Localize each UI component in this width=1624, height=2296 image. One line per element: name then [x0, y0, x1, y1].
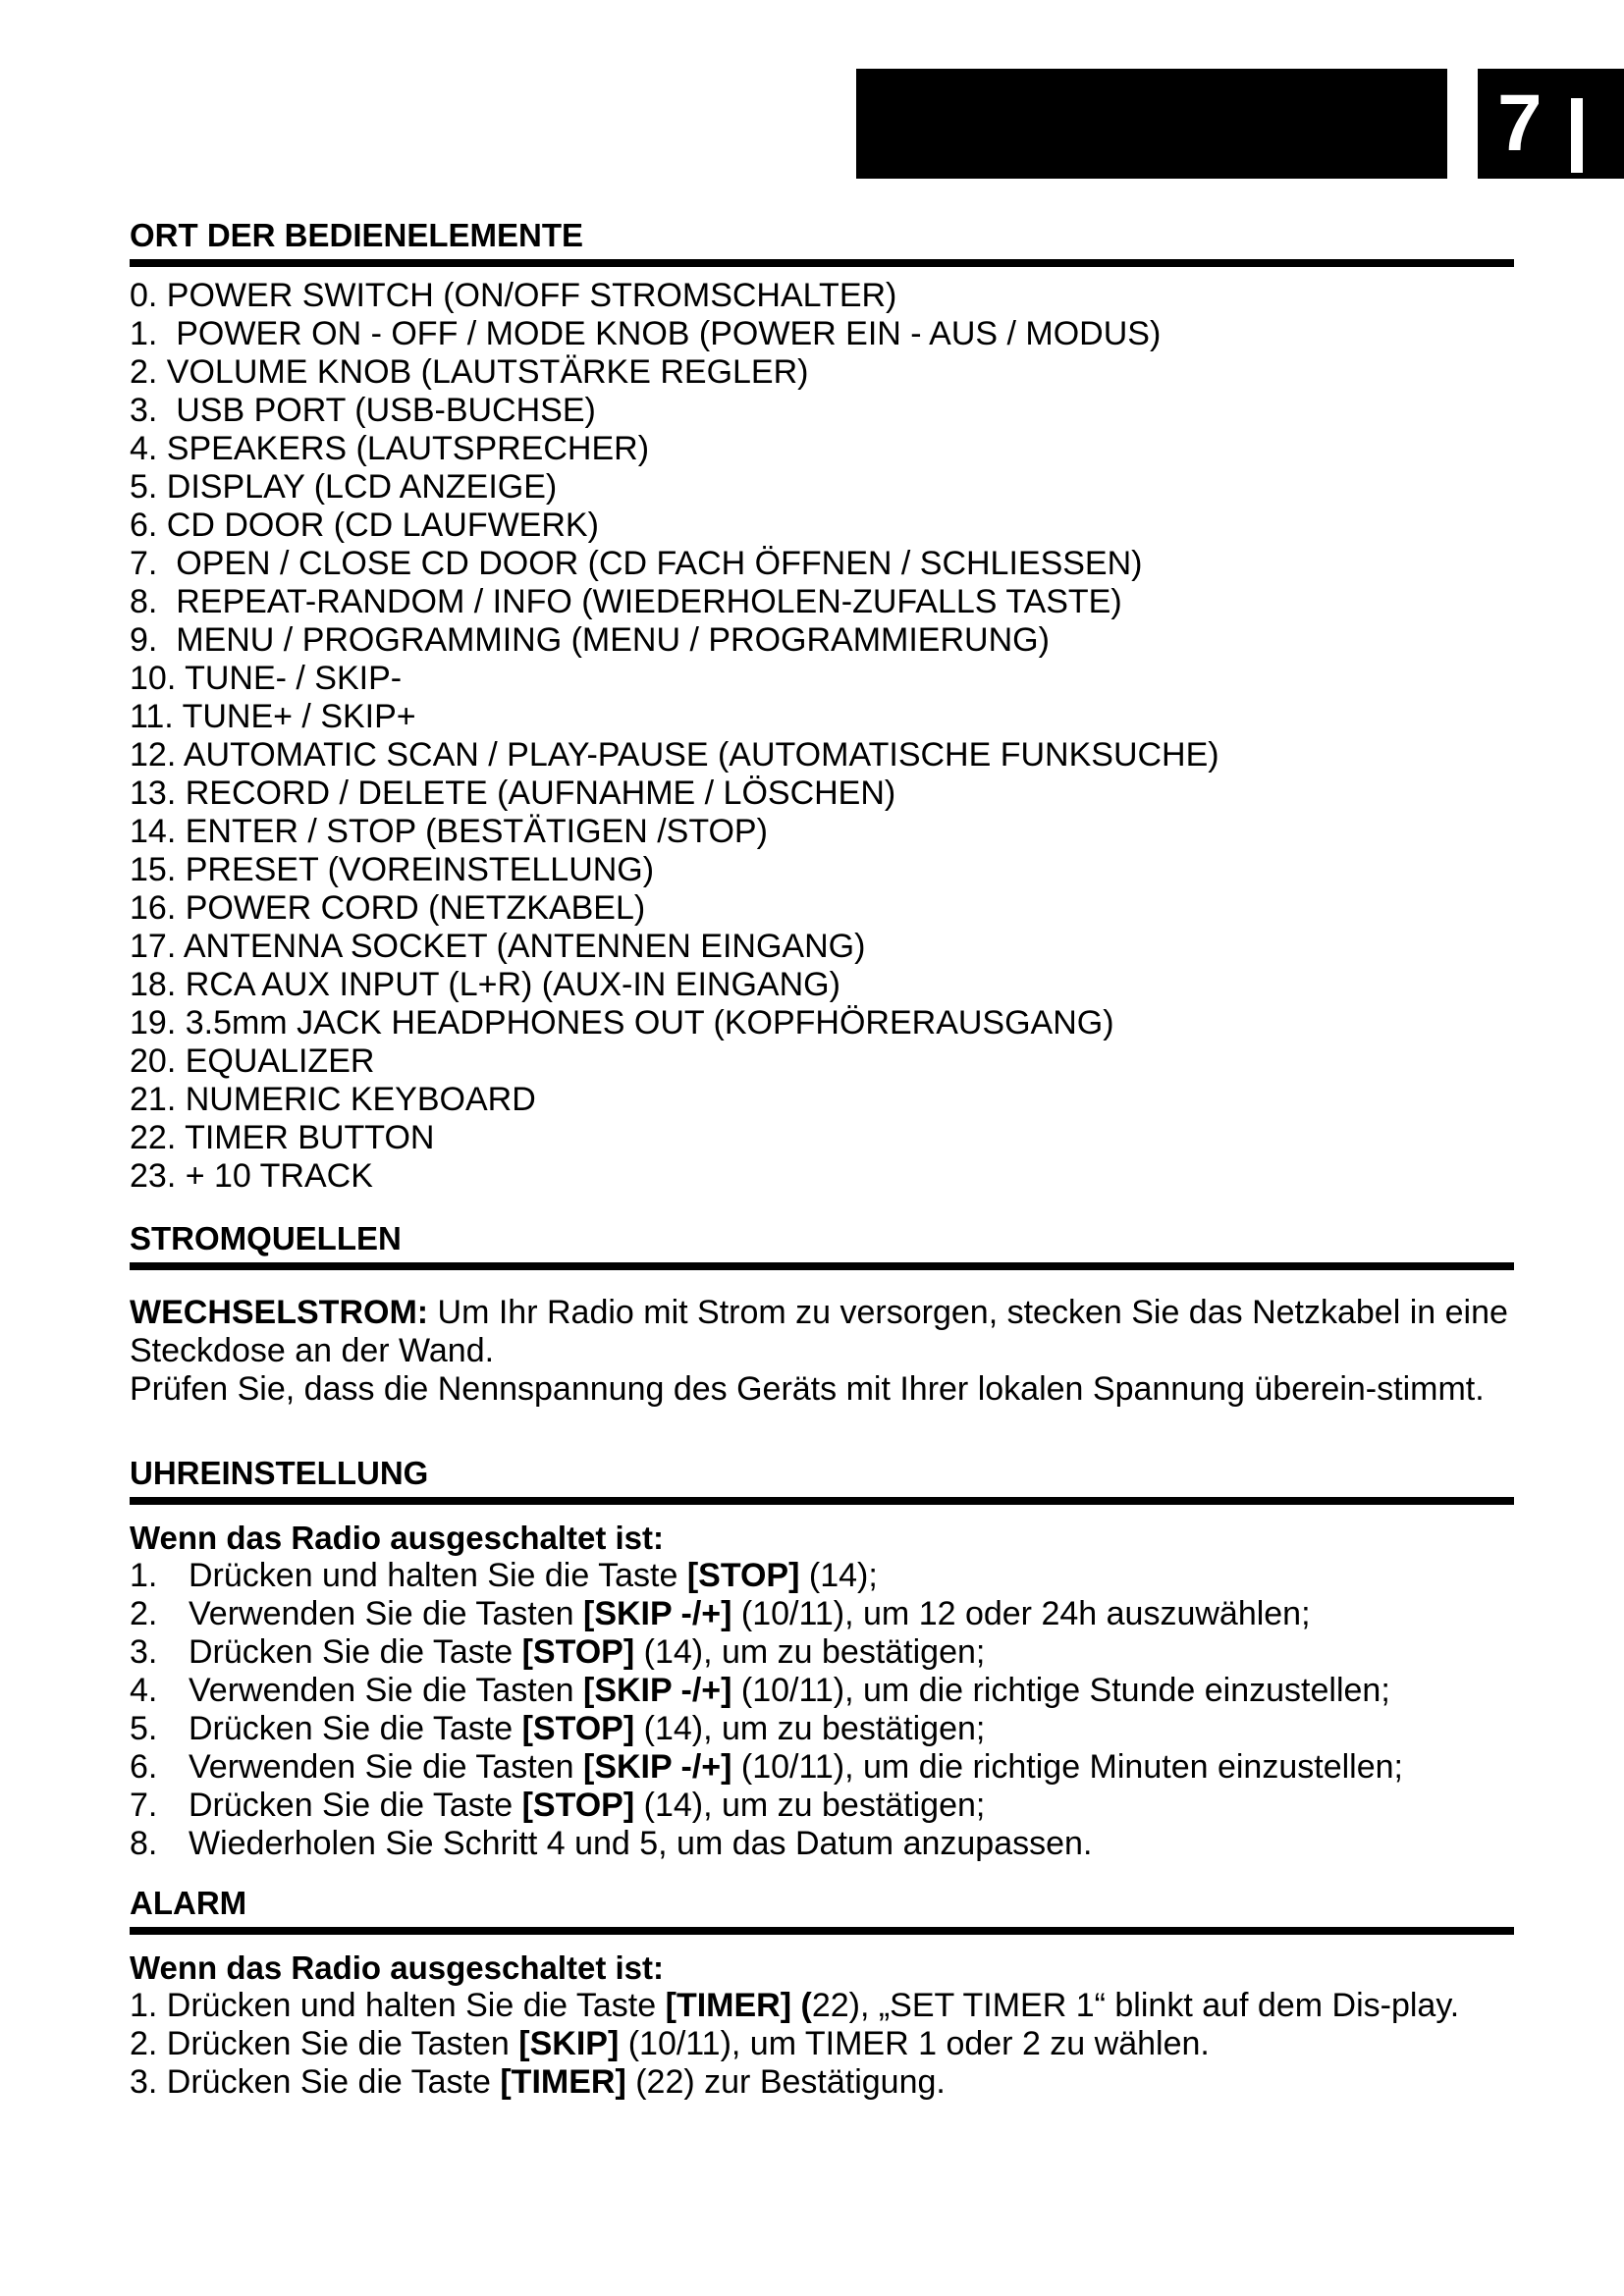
clock-step-number: 4.: [130, 1672, 158, 1709]
section-rule: [130, 1262, 1514, 1270]
alarm-steps: [130, 1987, 1514, 2102]
alarm-step: [130, 1987, 1514, 2025]
alarm-step-key: [SKIP]: [518, 2025, 620, 2062]
section-heading-power: STROMQUELLEN: [130, 1220, 402, 1256]
clock-step-number: 2.: [130, 1595, 158, 1632]
alarm-step-key: [TIMER]: [500, 2063, 626, 2101]
alarm-step: [130, 2063, 1514, 2102]
control-item: 15. PRESET (VOREINSTELLUNG): [130, 851, 655, 888]
alarm-step-post: 22), „SET TIMER 1“ blinkt auf dem Dis-play.: [811, 1987, 1460, 2024]
clock-step-post: (14), um zu bestätigen;: [634, 1787, 986, 1824]
clock-step-number: 6.: [130, 1748, 158, 1786]
alarm-step-pre: 3. Drücken Sie die Taste: [130, 2063, 501, 2101]
control-item: 14. ENTER / STOP (BESTÄTIGEN /STOP): [130, 813, 768, 850]
clock-step-pre: Drücken Sie die Taste: [189, 1787, 522, 1824]
clock-step-pre: Verwenden Sie die Tasten: [189, 1595, 583, 1632]
control-item: 11. TUNE+ / SKIP+: [130, 698, 416, 735]
clock-step-key: [SKIP -/+]: [583, 1672, 732, 1709]
clock-step-key: [SKIP -/+]: [583, 1595, 732, 1632]
control-item: 8. REPEAT-RANDOM / INFO (WIEDERHOLEN-ZUFALLS TASTE): [130, 583, 1122, 620]
clock-step-number: 1.: [130, 1557, 158, 1594]
control-item: 1. POWER ON - OFF / MODE KNOB (POWER EIN - AUS / MODUS): [130, 315, 1162, 352]
control-item: 20. EQUALIZER: [130, 1042, 375, 1080]
clock-step: [130, 1825, 1514, 1863]
clock-step: [130, 1633, 1514, 1672]
control-item: 2. VOLUME KNOB (LAUTSTÄRKE REGLER): [130, 353, 809, 391]
clock-step-key: [STOP]: [521, 1633, 635, 1671]
clock-step-number: 8.: [130, 1825, 158, 1862]
clock-step: [130, 1748, 1514, 1787]
control-item: 0. POWER SWITCH (ON/OFF STROMSCHALTER): [130, 277, 897, 314]
clock-step-key: [STOP]: [521, 1787, 635, 1824]
clock-step-post: (10/11), um die richtige Minuten einzustellen;: [731, 1748, 1403, 1786]
section-controls: [130, 216, 1514, 1196]
clock-step-number: 5.: [130, 1710, 158, 1747]
clock-step-text: [189, 1748, 1403, 1787]
control-item: 21. NUMERIC KEYBOARD: [130, 1081, 536, 1118]
clock-step: [130, 1710, 1514, 1748]
control-item: 10. TUNE- / SKIP-: [130, 660, 403, 697]
control-item: 17. ANTENNA SOCKET (ANTENNEN EINGANG): [130, 928, 866, 965]
clock-step-pre: Drücken und halten Sie die Taste: [189, 1557, 687, 1594]
control-item: 6. CD DOOR (CD LAUFWERK): [130, 507, 599, 544]
clock-step-key: [SKIP -/+]: [583, 1748, 732, 1786]
clock-steps: [130, 1557, 1514, 1863]
header-bar: [856, 69, 1447, 179]
clock-step: [130, 1787, 1514, 1825]
clock-step-text: [189, 1633, 985, 1672]
ac-power-paragraph: [130, 1294, 1514, 1370]
alarm-step-pre: 2. Drücken Sie die Tasten: [130, 2025, 519, 2062]
clock-step-number: 3.: [130, 1633, 158, 1671]
control-item: 18. RCA AUX INPUT (L+R) (AUX-IN EINGANG): [130, 966, 840, 1003]
clock-step-pre: Drücken Sie die Taste: [189, 1633, 522, 1671]
clock-step-text: [189, 1672, 1390, 1710]
clock-step-pre: Verwenden Sie die Tasten: [189, 1672, 583, 1709]
control-item: 22. TIMER BUTTON: [130, 1119, 435, 1156]
page-tab-notch: [1571, 98, 1583, 173]
control-item: 12. AUTOMATIC SCAN / PLAY-PAUSE (AUTOMATISCHE FUNKSUCHE): [130, 736, 1219, 774]
section-rule: [130, 259, 1514, 267]
clock-step: [130, 1672, 1514, 1710]
control-item: 9. MENU / PROGRAMMING (MENU / PROGRAMMIERUNG): [130, 621, 1050, 659]
clock-step-text: [189, 1557, 878, 1595]
clock-step-pre: Wiederholen Sie Schritt 4 und 5, um das Datum anzupassen.: [189, 1825, 1093, 1862]
alarm-step-post: (10/11), um TIMER 1 oder 2 zu wählen.: [619, 2025, 1210, 2062]
control-item: 13. RECORD / DELETE (AUFNAHME / LÖSCHEN): [130, 774, 896, 812]
clock-step-post: (14), um zu bestätigen;: [634, 1710, 986, 1747]
clock-step-post: (10/11), um die richtige Stunde einzustellen;: [731, 1672, 1390, 1709]
section-alarm: [130, 1884, 1514, 2102]
ac-power-label: WECHSELSTROM:: [130, 1294, 429, 1331]
section-power: [130, 1219, 1514, 1409]
clock-step-pre: Verwenden Sie die Tasten: [189, 1748, 583, 1786]
clock-step-pre: Drücken Sie die Taste: [189, 1710, 522, 1747]
control-item: 5. DISPLAY (LCD ANZEIGE): [130, 468, 558, 506]
section-heading-clock: UHREINSTELLUNG: [130, 1455, 429, 1491]
clock-step-number: 7.: [130, 1787, 158, 1824]
clock-step-post: (14);: [799, 1557, 878, 1594]
ac-power-text: Um Ihr Radio mit Strom zu versorgen, stecken Sie das Netzkabel in eine Steckdose an der Wand.: [130, 1294, 1508, 1369]
section-heading-controls: ORT DER BEDIENELEMENTE: [130, 217, 584, 253]
control-item: 23. + 10 TRACK: [130, 1157, 373, 1195]
alarm-step-pre: 1. Drücken und halten Sie die Taste: [130, 1987, 666, 2024]
control-item: 16. POWER CORD (NETZKABEL): [130, 889, 646, 927]
clock-step-text: [189, 1710, 985, 1748]
section-heading-alarm: ALARM: [130, 1885, 247, 1921]
alarm-step-post: (22) zur Bestätigung.: [625, 2063, 946, 2101]
clock-step-key: [STOP]: [686, 1557, 800, 1594]
clock-step-post: (10/11), um 12 oder 24h auszuwählen;: [731, 1595, 1311, 1632]
section-clock: [130, 1454, 1514, 1863]
clock-step: [130, 1557, 1514, 1595]
clock-step-text: [189, 1595, 1311, 1633]
alarm-step-key: [TIMER] (: [665, 1987, 812, 2024]
page-number: 7: [1497, 79, 1543, 168]
clock-step-key: [STOP]: [521, 1710, 635, 1747]
control-item: 4. SPEAKERS (LAUTSPRECHER): [130, 430, 650, 467]
clock-subheading: Wenn das Radio ausgeschaltet ist:: [130, 1520, 665, 1556]
alarm-step: [130, 2025, 1514, 2063]
control-item: 7. OPEN / CLOSE CD DOOR (CD FACH ÖFFNEN / SCHLIESSEN): [130, 545, 1143, 582]
alarm-subheading: Wenn das Radio ausgeschaltet ist:: [130, 1949, 665, 1986]
clock-step: [130, 1595, 1514, 1633]
control-item: 3. USB PORT (USB-BUCHSE): [130, 392, 596, 429]
section-rule: [130, 1927, 1514, 1935]
control-item: 19. 3.5mm JACK HEADPHONES OUT (KOPFHÖRERAUSGANG): [130, 1004, 1114, 1041]
clock-step-text: [189, 1787, 985, 1825]
clock-step-post: (14), um zu bestätigen;: [634, 1633, 986, 1671]
section-rule: [130, 1497, 1514, 1505]
voltage-check-paragraph: Prüfen Sie, dass die Nennspannung des Geräts mit Ihrer lokalen Spannung überein-stimmt.: [130, 1370, 1485, 1408]
controls-list: [130, 277, 1514, 1196]
clock-step-text: [189, 1825, 1092, 1863]
